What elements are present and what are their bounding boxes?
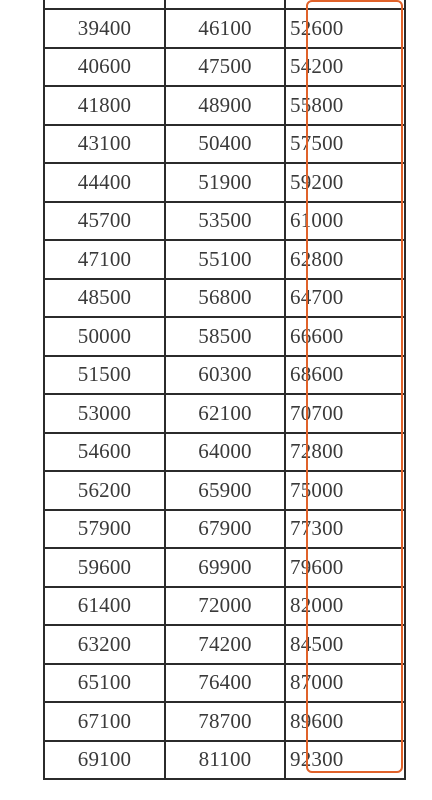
table-row: [44, 240, 405, 279]
table-cell: 66600: [285, 317, 405, 356]
table-row: [44, 741, 405, 780]
table-cell: 59600: [44, 548, 165, 587]
table-cell: 53500: [165, 202, 285, 241]
table-row: [44, 317, 405, 356]
table-row: [44, 471, 405, 510]
table-cell: 79600: [285, 548, 405, 587]
table-row: [44, 125, 405, 164]
table-cell: 55100: [165, 240, 285, 279]
table-cell: 61400: [44, 587, 165, 626]
table-cell: 64700: [285, 279, 405, 318]
table-row: [44, 510, 405, 549]
table-cell: 48900: [165, 86, 285, 125]
table-row: [44, 394, 405, 433]
table-cell: 92300: [285, 741, 405, 780]
table-cell: 53000: [44, 394, 165, 433]
table-row: [44, 356, 405, 395]
table-row: [44, 587, 405, 626]
table-cell: 51900: [165, 163, 285, 202]
table-cell: 47100: [44, 240, 165, 279]
table-cell: [44, 0, 165, 9]
table-cell: 57900: [44, 510, 165, 549]
table-cell: 52600: [285, 9, 405, 48]
table-row: [44, 664, 405, 703]
table-cell: 57500: [285, 125, 405, 164]
table-cell: 40600: [44, 48, 165, 87]
table-cell: 64000: [165, 433, 285, 472]
table-cell: 69100: [44, 741, 165, 780]
table-cell: 41800: [44, 86, 165, 125]
table-cell: 56200: [44, 471, 165, 510]
table-cell: 51500: [44, 356, 165, 395]
table-row: [44, 9, 405, 48]
table-cell: 58500: [165, 317, 285, 356]
table-cell: 62100: [165, 394, 285, 433]
table-row: [44, 702, 405, 741]
table-cell: 43100: [44, 125, 165, 164]
table-cell: 59200: [285, 163, 405, 202]
table-cell: 84500: [285, 625, 405, 664]
table-cell: 72000: [165, 587, 285, 626]
table-cell: 75000: [285, 471, 405, 510]
table-row: [44, 625, 405, 664]
table-row: [44, 48, 405, 87]
table-cell: 67100: [44, 702, 165, 741]
table-cell: [285, 0, 405, 9]
table-cell: 60300: [165, 356, 285, 395]
table-cell: 48500: [44, 279, 165, 318]
salary-table: [43, 0, 406, 780]
table-cell: 74200: [165, 625, 285, 664]
table-body: [44, 0, 405, 779]
table-cell: 56800: [165, 279, 285, 318]
table-cell: 44400: [44, 163, 165, 202]
table-cell: 47500: [165, 48, 285, 87]
table-cell: [165, 0, 285, 9]
table-cell: 76400: [165, 664, 285, 703]
table-row: [44, 202, 405, 241]
table-cell: 63200: [44, 625, 165, 664]
table-cell: 61000: [285, 202, 405, 241]
table-row-partial: [44, 0, 405, 9]
table-cell: 45700: [44, 202, 165, 241]
table-cell: 82000: [285, 587, 405, 626]
table-cell: 65100: [44, 664, 165, 703]
table-cell: 65900: [165, 471, 285, 510]
table-cell: 62800: [285, 240, 405, 279]
table-cell: 54600: [44, 433, 165, 472]
table-cell: 89600: [285, 702, 405, 741]
table-row: [44, 86, 405, 125]
table-cell: 87000: [285, 664, 405, 703]
table-cell: 69900: [165, 548, 285, 587]
salary-table-wrap: [43, 0, 404, 780]
table-cell: 46100: [165, 9, 285, 48]
table-cell: 70700: [285, 394, 405, 433]
table-cell: 50000: [44, 317, 165, 356]
table-cell: 77300: [285, 510, 405, 549]
table-cell: 67900: [165, 510, 285, 549]
table-cell: 68600: [285, 356, 405, 395]
table-row: [44, 433, 405, 472]
table-cell: 55800: [285, 86, 405, 125]
table-row: [44, 548, 405, 587]
table-cell: 39400: [44, 9, 165, 48]
table-cell: 54200: [285, 48, 405, 87]
table-cell: 78700: [165, 702, 285, 741]
table-cell: 72800: [285, 433, 405, 472]
table-cell: 81100: [165, 741, 285, 780]
table-cell: 50400: [165, 125, 285, 164]
table-row: [44, 279, 405, 318]
table-row: [44, 163, 405, 202]
